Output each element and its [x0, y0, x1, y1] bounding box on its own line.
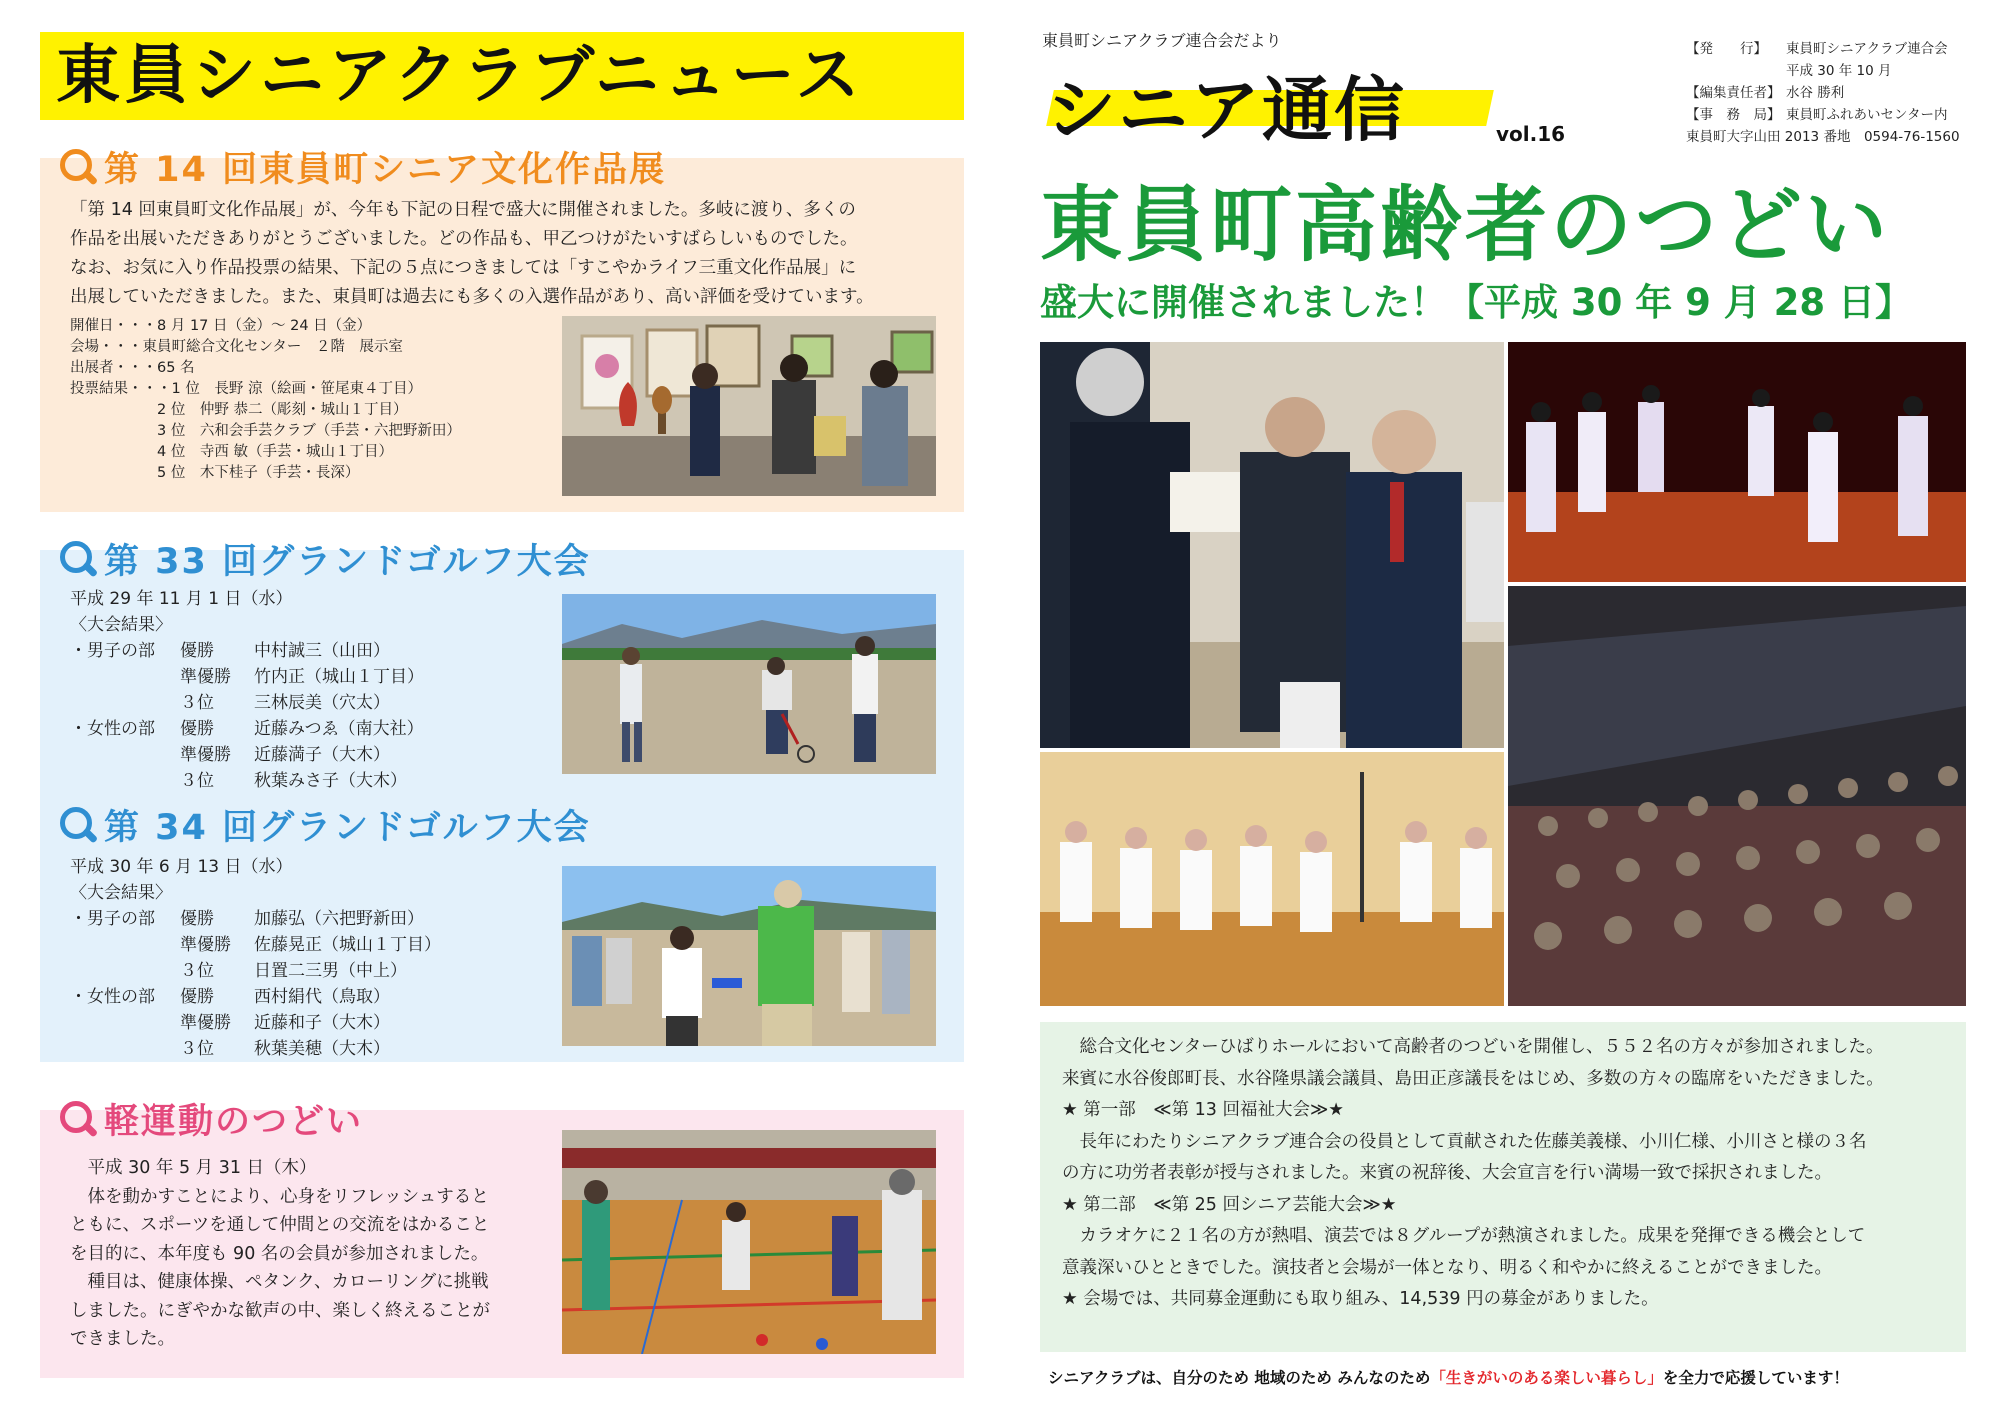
- body-line: を目的に、本年度も 90 名の会員が参加されました。: [70, 1243, 489, 1264]
- body-line: なお、お気に入り作品投票の結果、下記の５点につきましては「すこやかライフ三重文化作品展」に: [70, 258, 857, 278]
- report-line: ★ 第二部 ≪第 25 回シニア芸能大会≫★: [1062, 1194, 1397, 1215]
- volume-number: vol.16: [1496, 122, 1566, 146]
- report-line: 長年にわたりシニアクラブ連合会の役員として貢献された佐藤美義様、小川仁様、小川さと様の３名: [1079, 1131, 1867, 1152]
- info-row: 【発 行】 東員町シニアクラブ連合会: [1686, 41, 1948, 57]
- detail-line: 投票結果・・・1 位 長野 涼（絵画・笹尾東４丁目）: [70, 381, 422, 397]
- body-line: 平成 30 年 5 月 31 日（木）: [87, 1158, 317, 1178]
- exhibit-photo: [562, 316, 936, 496]
- golf34-results-label: 〈大会結果〉: [70, 883, 172, 903]
- dance-performance-photo: [1508, 342, 1966, 582]
- slogan-suffix: を全力で応援しています！: [1662, 1369, 1849, 1387]
- award-ceremony-photo: [1040, 342, 1504, 748]
- result-row: ・男子の部 優勝 中村誠三（山田）: [70, 641, 390, 661]
- golf34-photo: [562, 866, 936, 1046]
- golf34-results: [70, 854, 441, 1062]
- result-row: ３位 三林辰美（穴太）: [180, 693, 390, 713]
- result-row: 準優勝 近藤和子（大木）: [180, 1013, 390, 1033]
- news-title: 東員シニアクラブニュース: [56, 39, 864, 113]
- golf33-heading: [58, 534, 591, 584]
- body-line: 体を動かすことにより、心身をリフレッシュすると: [87, 1186, 489, 1207]
- info-row: 【編集責任者】 水谷 勝利: [1686, 85, 1845, 101]
- magnifier-icon: [58, 805, 98, 845]
- result-row: 準優勝 佐藤晃正（城山１丁目）: [180, 935, 441, 955]
- stage-dance-photo: [1040, 752, 1504, 1006]
- report-line: 来賓に水谷俊郎町長、水谷隆県議会議員、島田正彦議長をはじめ、多数の方々の臨席をいただきました。: [1062, 1068, 1884, 1089]
- result-row: ・女性の部 優勝 近藤みつゑ（南大社）: [70, 719, 424, 739]
- slogan-prefix: シニアクラブは、自分のため 地域のため みんなのため: [1048, 1369, 1431, 1387]
- result-row: ３位 日置二三男（中上）: [180, 961, 407, 981]
- detail-line: 開催日・・・8 月 17 日（金）～ 24 日（金）: [70, 318, 372, 334]
- slogan: [1048, 1366, 1849, 1388]
- result-row: ・男子の部 優勝 加藤弘（六把野新田）: [70, 909, 424, 929]
- golf33-photo: [562, 594, 936, 774]
- detail-line: 3 位 六和会手芸クラブ（手芸・六把野新田）: [70, 423, 461, 439]
- golf34-heading: [58, 800, 591, 850]
- result-row: ３位 秋葉みさ子（大木）: [180, 771, 407, 791]
- body-line: 作品を出展いただきありがとうございました。どの作品も、甲乙つけがたいすばらしいものでした。: [70, 229, 858, 249]
- publisher-info: [1686, 38, 1960, 148]
- exercise-photo: [562, 1130, 936, 1354]
- result-row: ３位 秋葉美穂（大木）: [180, 1039, 390, 1059]
- detail-line: 会場・・・東員町総合文化センター ２階 展示室: [70, 339, 403, 355]
- subheadline: 盛大に開催されました！【平成 30 年 9 月 28 日】: [1040, 281, 1913, 324]
- golf34-date: 平成 30 年 6 月 13 日（水）: [70, 857, 293, 877]
- body-line: できました。: [70, 1329, 175, 1349]
- magnifier-icon: [58, 539, 98, 579]
- slogan-highlight: 「生きがいのある楽しい暮らし」: [1430, 1369, 1663, 1387]
- detail-line: 出展者・・・65 名: [70, 360, 195, 376]
- light-exercise-heading-text: 軽運動のつどい: [104, 1102, 364, 1142]
- magnifier-icon: [58, 147, 98, 187]
- golf33-results: [70, 586, 424, 794]
- headline: 東員町高齢者のつどい: [1040, 178, 1891, 273]
- info-row: 東員町大字山田 2013 番地 0594-76-1560: [1686, 129, 1960, 145]
- culture-exhibit-heading-text: 第 14 回東員町シニア文化作品展: [104, 150, 667, 190]
- result-row: 準優勝 竹内正（城山１丁目）: [180, 667, 424, 687]
- report-line: ★ 会場では、共同募金運動にも取り組み、14,539 円の募金がありました。: [1062, 1289, 1659, 1309]
- info-row: 【事 務 局】 東員町ふれあいセンター内: [1686, 107, 1948, 123]
- golf33-date: 平成 29 年 11 月 1 日（水）: [70, 589, 293, 609]
- light-exercise-body: [70, 1154, 540, 1354]
- report-line: ★ 第一部 ≪第 13 回福祉大会≫★: [1062, 1100, 1344, 1120]
- detail-line: 2 位 仲野 恭二（彫刻・城山１丁目）: [70, 402, 408, 418]
- golf33-results-label: 〈大会結果〉: [70, 615, 172, 635]
- magnifier-icon: [58, 1099, 98, 1139]
- light-exercise-heading: [58, 1094, 363, 1144]
- audience-photo: [1508, 586, 1966, 1006]
- body-line: 「第 14 回東員町文化作品展」が、今年も下記の日程で盛大に開催されました。多岐に渡り、多くの: [70, 200, 856, 220]
- body-line: 出展していただきました。また、東員町は過去にも多くの入選作品があり、高い評価を受けています。: [70, 287, 874, 307]
- culture-exhibit-heading: [58, 142, 666, 192]
- report-line: 総合文化センターひばりホールにおいて高齢者のつどいを開催し、５５２名の方々が参加されました。: [1079, 1037, 1884, 1057]
- detail-line: 4 位 寺西 敏（手芸・城山１丁目）: [70, 444, 393, 460]
- result-row: 準優勝 近藤満子（大木）: [180, 745, 390, 765]
- report-line: カラオケに２１名の方が熱唱、演芸では８グループが熱演されました。成果を発揮できる機会として: [1079, 1226, 1866, 1246]
- report-line: の方に功労者表彰が授与されました。来賓の祝辞後、大会宣言を行い満場一致で採択されました。: [1062, 1163, 1832, 1183]
- newsletter-logo: シニア通信: [1046, 69, 1406, 151]
- body-line: ともに、スポーツを通して仲間との交流をはかること: [70, 1215, 490, 1235]
- event-report-text: [1062, 1032, 1952, 1316]
- info-row: 平成 30 年 10 月: [1786, 63, 1892, 79]
- club-label: 東員町シニアクラブ連合会だより: [1042, 31, 1282, 50]
- culture-exhibit-details: [70, 316, 461, 484]
- golf34-heading-text: 第 34 回グランドゴルフ大会: [104, 808, 591, 848]
- body-line: しました。にぎやかな歓声の中、楽しく終えることが: [70, 1300, 490, 1321]
- report-line: 意義深いひとときでした。演技者と会場が一体となり、明るく和やかに終えることができました。: [1062, 1257, 1832, 1278]
- result-row: ・女性の部 優勝 西村絹代（鳥取）: [70, 987, 390, 1007]
- body-line: 種目は、健康体操、ペタンク、カローリングに挑戦: [87, 1272, 489, 1292]
- culture-exhibit-body: [70, 196, 950, 312]
- golf33-heading-text: 第 33 回グランドゴルフ大会: [104, 542, 591, 582]
- detail-line: 5 位 木下桂子（手芸・長深）: [70, 465, 360, 481]
